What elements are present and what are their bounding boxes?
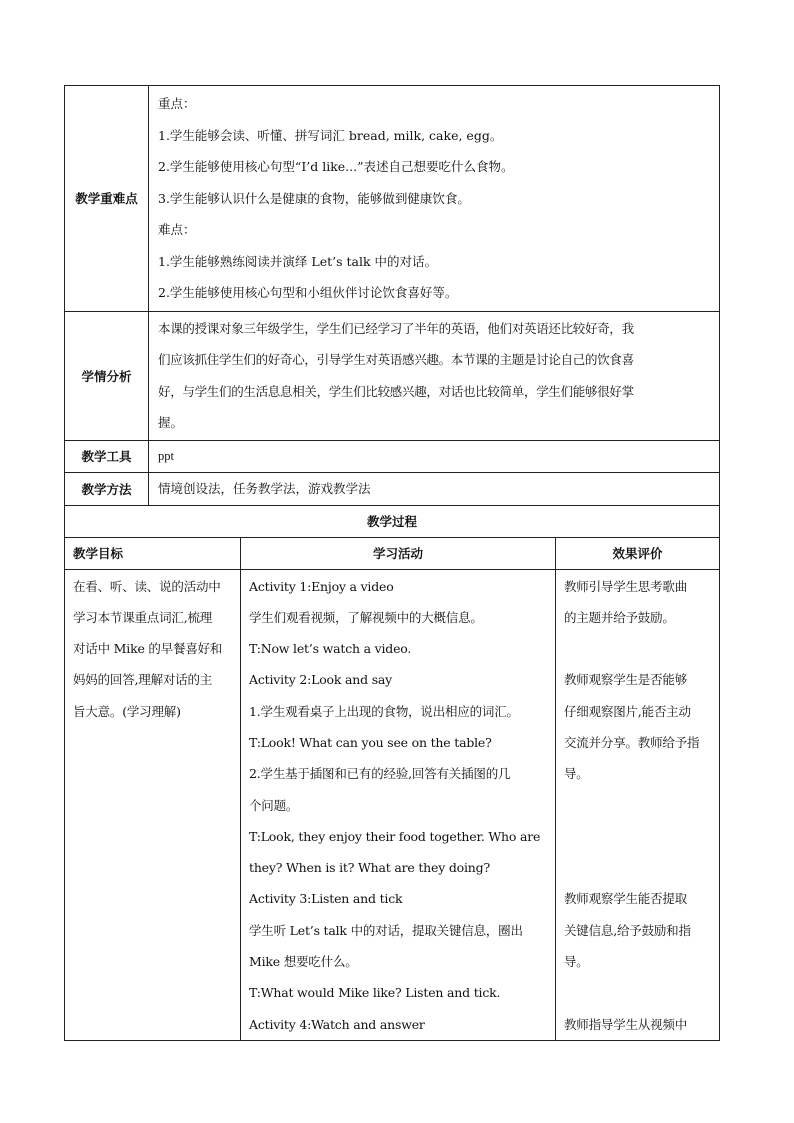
process-body-row — [65, 569, 720, 1040]
key-points-line: 2.学生能够使用核心句型“I’d like...”表述自己想要吃什么食物。 — [158, 159, 514, 174]
analysis-row — [65, 311, 720, 440]
activity-line: Mike 想要吃什么。 — [249, 954, 358, 970]
methods-label: 教学方法 — [65, 473, 149, 506]
analysis-line: 本课的授课对象三年级学生，学生们已经学习了半年的英语，他们对英语还比较好奇，我 — [158, 320, 634, 336]
activity-line: T:Look! What can you see on the table? — [249, 734, 492, 750]
eval-line: 教师引导学生思考歌曲 — [564, 578, 688, 594]
key-points-line: 2.学生能够使用核心句型和小组伙伴讨论饮食喜好等。 — [158, 285, 458, 300]
key-points-content — [149, 86, 720, 312]
goal-line: 在看、听、读、说的活动中 — [73, 578, 221, 594]
eval-line — [564, 821, 713, 852]
lesson-plan-table — [64, 85, 720, 1041]
eval-line — [564, 790, 713, 821]
activity-line: Activity 2:Look and say — [249, 672, 393, 688]
tools-label: 教学工具 — [65, 440, 149, 473]
activity-line: 2.学生基于插图和已有的经验,回答有关插图的几 — [249, 766, 511, 782]
col-goal-header: 教学目标 — [65, 537, 241, 569]
eval-cell — [556, 569, 720, 1040]
analysis-content — [149, 311, 720, 440]
key-points-line: 重点： — [158, 96, 196, 111]
key-points-line: 3.学生能够认识什么是健康的食物，能够做到健康饮食。 — [158, 190, 470, 206]
eval-line — [564, 852, 713, 883]
col-eval-header: 效果评价 — [556, 537, 720, 569]
col-activity-header: 学习活动 — [241, 537, 556, 569]
analysis-line: 们应该抓住学生们的好奇心，引导学生对英语感兴趣。本节课的主题是讨论自己的饮食喜 — [158, 352, 634, 367]
key-points-line: 1.学生能够会读、听懂、拼写词汇 bread, milk, cake, egg。 — [158, 127, 503, 143]
analysis-line: 握。 — [158, 415, 184, 430]
key-points-line: 1.学生能够熟练阅读并演绎 Let’s talk 中的对话。 — [158, 253, 438, 269]
goal-line: 旨大意。(学习理解) — [73, 703, 181, 719]
activity-line: T:Now let’s watch a video. — [249, 641, 412, 657]
methods-value-cell — [149, 473, 720, 506]
activity-line: Activity 1:Enjoy a video — [249, 578, 394, 594]
activity-line: T:What would Mike like? Listen and tick. — [249, 985, 501, 1001]
activity-line: they? When is it? What are they doing? — [249, 860, 490, 876]
process-title: 教学过程 — [65, 505, 720, 537]
eval-line: 导。 — [564, 766, 589, 782]
process-header-row — [65, 537, 720, 569]
eval-line: 教师观察学生是否能够 — [564, 672, 688, 688]
goal-cell — [65, 569, 241, 1040]
analysis-line: 好，与学生们的生活息息相关，学生们比较感兴趣，对话也比较简单，学生们能够很好掌 — [158, 383, 634, 399]
key-points-label: 教学重难点 — [65, 86, 149, 312]
tools-value-cell — [149, 440, 720, 473]
eval-line: 教师观察学生能否提取 — [564, 891, 688, 907]
methods-row — [65, 473, 720, 506]
eval-line — [564, 977, 713, 1008]
activity-line: Activity 4:Watch and answer — [249, 1016, 425, 1032]
eval-line: 导。 — [564, 954, 589, 970]
activity-line: 学生们观看视频，了解视频中的大概信息。 — [249, 609, 483, 625]
key-points-line: 难点： — [158, 222, 196, 237]
eval-line: 交流并分享。教师给予指 — [564, 734, 700, 750]
methods-value: 情境创设法，任务教学法，游戏教学法 — [158, 481, 371, 496]
activity-line: 学生听 Let’s talk 中的对话，提取关键信息，圈出 — [249, 922, 523, 938]
tools-value: ppt — [158, 448, 174, 463]
key-points-row — [65, 86, 720, 312]
activity-line: 个问题。 — [249, 797, 299, 813]
eval-line — [564, 633, 713, 664]
activity-line: Activity 3:Listen and tick — [249, 891, 403, 907]
eval-line: 关键信息,给予鼓励和指 — [564, 922, 691, 938]
activity-line: T:Look, they enjoy their food together. Who are — [249, 828, 541, 844]
activity-line: 1.学生观看桌子上出现的食物，说出相应的词汇。 — [249, 703, 519, 719]
process-title-row — [65, 505, 720, 537]
goal-line: 妈妈的回答,理解对话的主 — [73, 672, 213, 688]
tools-row — [65, 440, 720, 473]
activity-cell — [241, 569, 556, 1040]
eval-line: 的主题并给予鼓励。 — [564, 609, 675, 625]
analysis-label: 学情分析 — [65, 311, 149, 440]
eval-line: 仔细观察图片,能否主动 — [564, 703, 691, 719]
eval-line: 教师指导学生从视频中 — [564, 1016, 688, 1032]
goal-line: 学习本节课重点词汇,梳理 — [73, 609, 213, 625]
goal-line: 对话中 Mike 的早餐喜好和 — [73, 641, 223, 657]
lesson-plan-page — [64, 85, 719, 1041]
